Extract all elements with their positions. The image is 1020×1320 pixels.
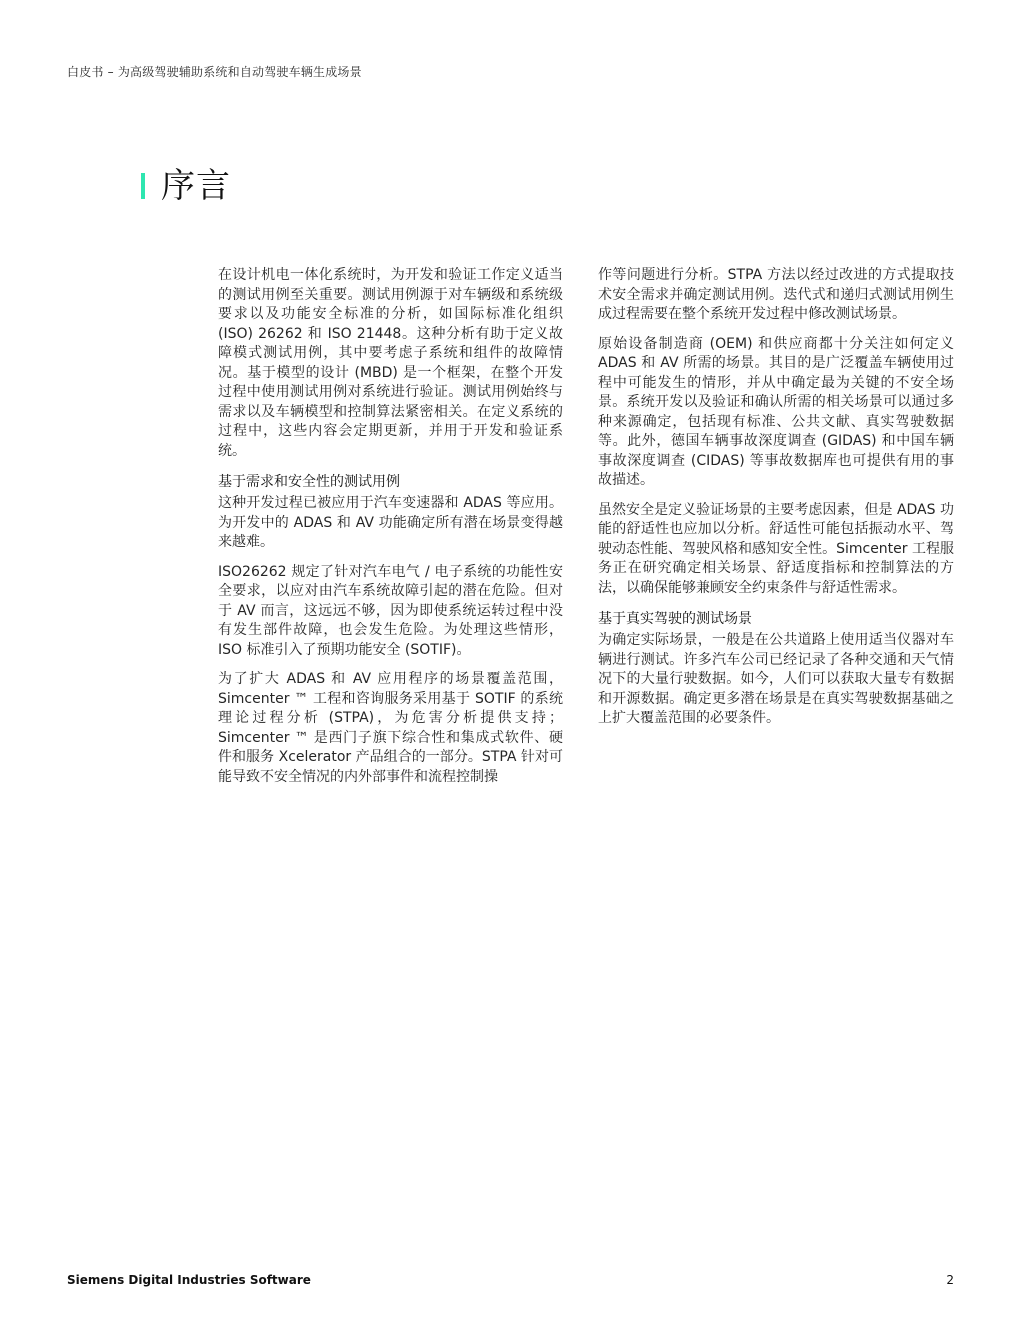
- right-column: [598, 266, 954, 739]
- paragraph: 作等问题进行分析。STPA 方法以经过改进的方式提取技术安全需求并确定测试用例。迭代式和递归式测试用例生成过程需要在整个系统开发过程中修改测试场景。: [598, 267, 954, 322]
- footer-company: Siemens Digital Industries Software: [67, 1273, 311, 1287]
- paragraph: ISO26262 规定了针对汽车电气 / 电子系统的功能性安全要求，以应对由汽车系统故障引起的潜在危险。但对于 AV 而言，这远远不够，因为即使系统运转过程中没有发生部件故障，也会发生危险。为处理这些情形，ISO 标准引入了预期功能安全 (SOTIF)。: [218, 563, 563, 658]
- section-heading: [141, 166, 231, 206]
- accent-bar: [141, 173, 145, 199]
- paragraph: 为了扩大 ADAS 和 AV 应用程序的场景覆盖范围，Simcenter ™ 工程和咨询服务采用基于 SOTIF 的系统理论过程分析 (STPA)，为危害分析提供支持；Simcenter ™ 是西门子旗下综合性和集成式软件、硬件和服务 Xcelerator 产品组合的一部分。STPA 针对可能导致不安全情况的内外部事件和流程控制操: [218, 671, 563, 785]
- left-column: [218, 266, 563, 797]
- paragraph: 在设计机电一体化系统时，为开发和验证工作定义适当的测试用例至关重要。测试用例源于对车辆级和系统级要求以及功能安全标准的分析，如国际标准化组织 (ISO) 26262 和 ISO 21448。这种分析有助于定义故障模式测试用例，其中要考虑子系统和组件的故障情况。基于模型的设计 (MBD) 是一个框架，在整个开发过程中使用测试用例对系统进行验证。测试用例始终与需求以及车辆模型和控制算法紧密相关。在定义系统的过程中，这些内容会定期更新，并用于开发和验证系统。: [218, 267, 563, 459]
- paragraph: 为确定实际场景，一般是在公共道路上使用适当仪器对车辆进行测试。许多汽车公司已经记录了各种交通和天气情况下的大量行驶数据。如今，人们可以获取大量专有数据和开源数据。确定更多潜在场景是在真实驾驶数据基础之上扩大覆盖范围的必要条件。: [598, 632, 954, 726]
- paragraph: 原始设备制造商 (OEM) 和供应商都十分关注如何定义 ADAS 和 AV 所需的场景。其目的是广泛覆盖车辆使用过程中可能发生的情形，并从中确定最为关键的不安全场景。系统开发以及验证和确认所需的相关场景可以通过多种来源确定，包括现有标准、公共文献、真实驾驶数据等。此外，德国车辆事故深度调查 (GIDAS) 和中国车辆事故深度调查 (CIDAS) 等事故数据库也可提供有用的事故描述。: [598, 335, 954, 488]
- paragraph: 虽然安全是定义验证场景的主要考虑因素，但是 ADAS 功能的舒适性也应加以分析。舒适性可能包括振动水平、驾驶动态性能、驾驶风格和感知安全性。Simcenter 工程服务正在研究确定相关场景、舒适度指标和控制算法的方法，以确保能够兼顾安全约束条件与舒适性需求。: [598, 501, 954, 596]
- running-header: 白皮书 – 为高级驾驶辅助系统和自动驾驶车辆生成场景: [67, 65, 362, 79]
- subheading: 基于需求和安全性的测试用例: [218, 474, 400, 490]
- paragraph: 这种开发过程已被应用于汽车变速器和 ADAS 等应用。为开发中的 ADAS 和 AV 功能确定所有潜在场景变得越来越难。: [218, 495, 563, 550]
- section-title: 序言: [161, 166, 231, 206]
- page-number: 2: [946, 1273, 954, 1287]
- subheading: 基于真实驾驶的测试场景: [598, 611, 752, 627]
